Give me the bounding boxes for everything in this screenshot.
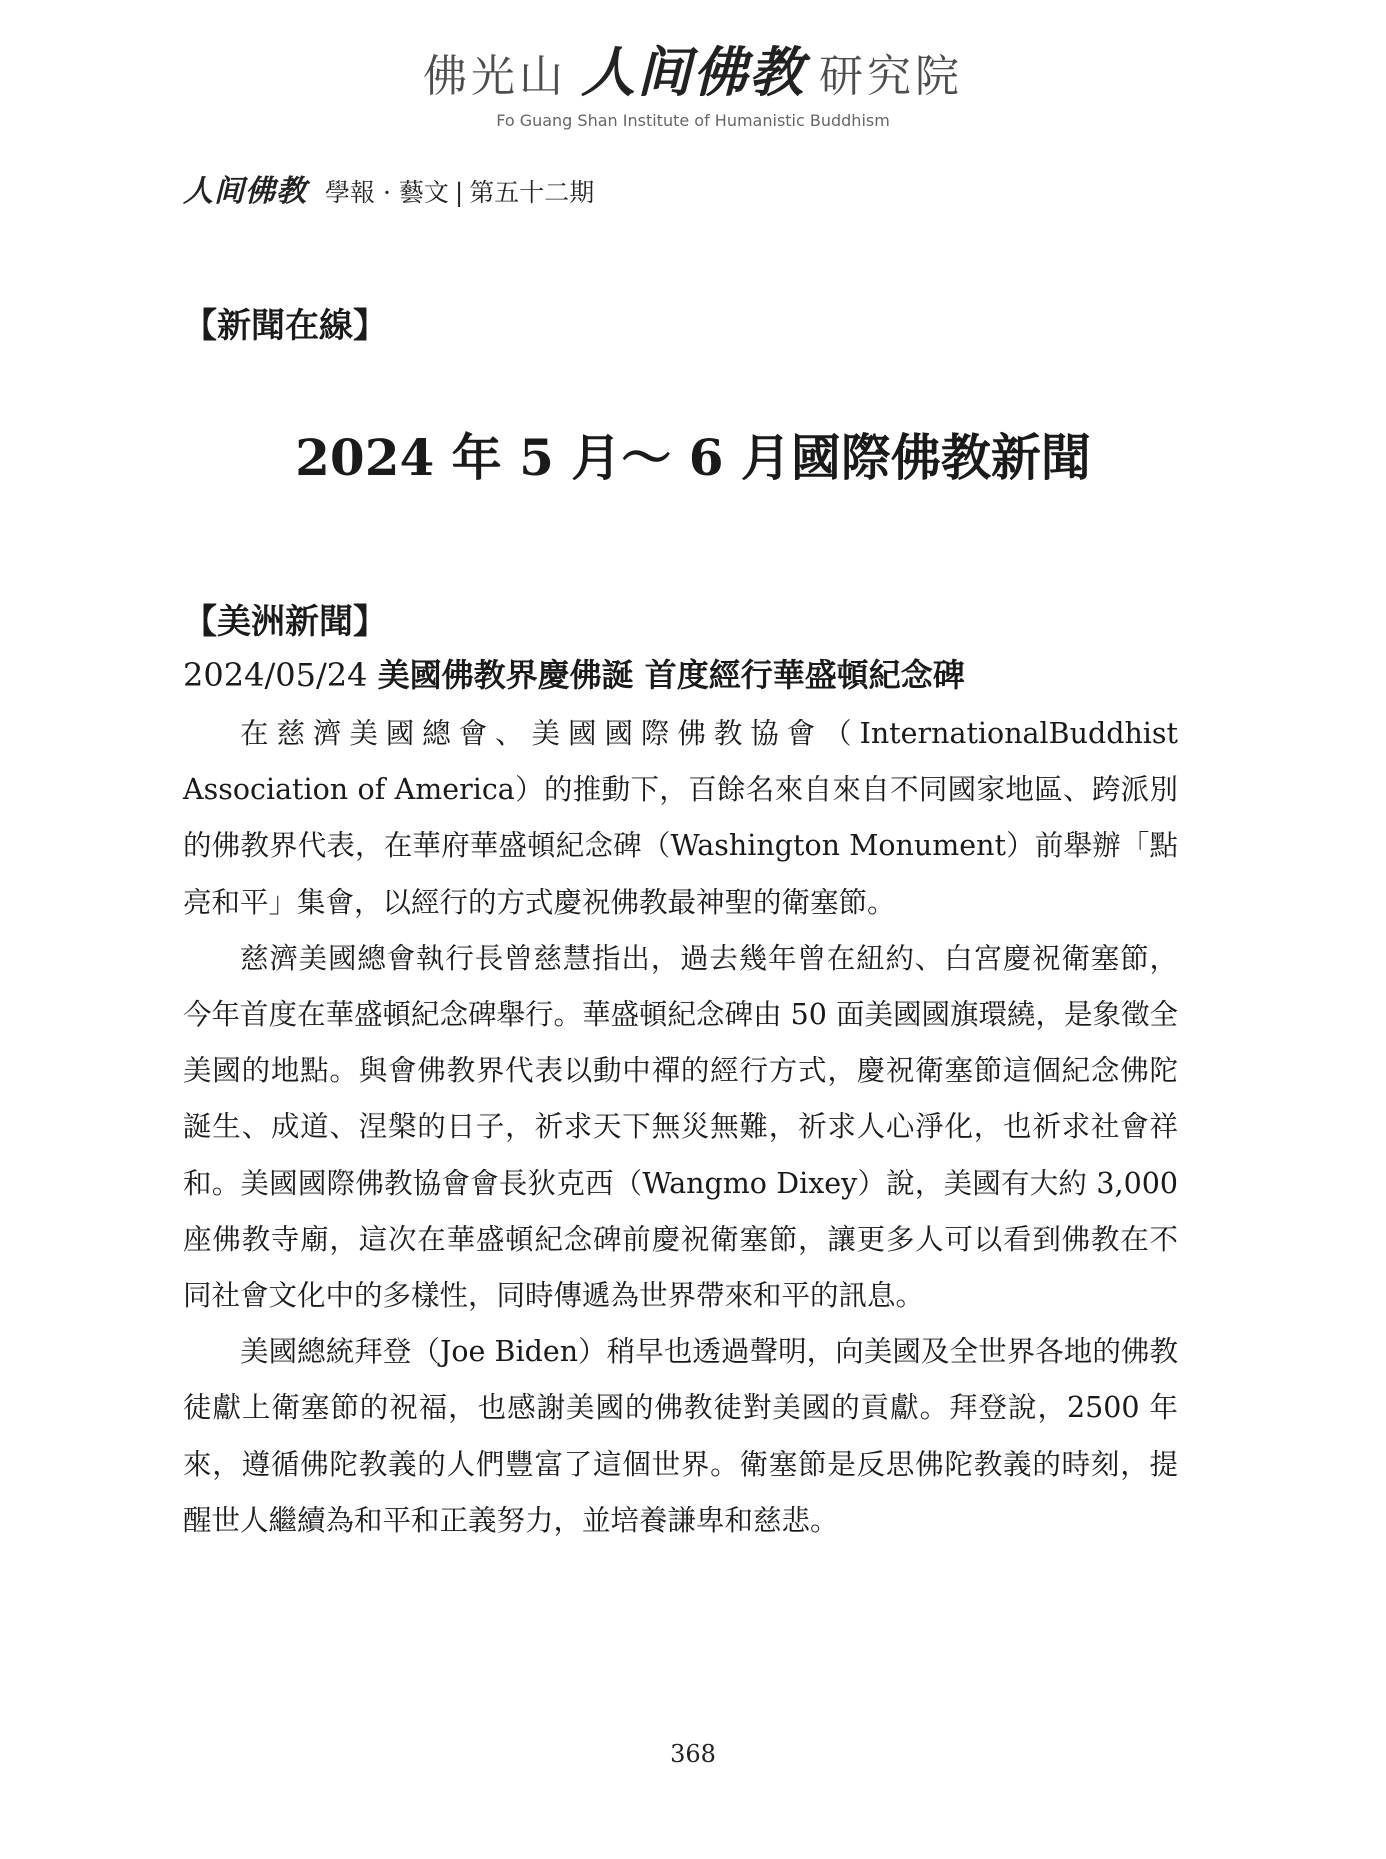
institute-name-left: 佛光山	[423, 51, 567, 102]
article-headline-text: 美國佛教界慶佛誕 首度經行華盛頓紀念碑	[377, 656, 965, 694]
section-label-americas-news: 【美洲新聞】	[183, 602, 387, 642]
institute-english-name: Fo Guang Shan Institute of Humanistic Buddhism	[496, 111, 890, 130]
article-body	[183, 706, 1178, 1549]
letterhead	[0, 40, 1386, 130]
institute-brand-calligraphy: 人间佛教	[581, 40, 805, 104]
institute-logo	[0, 40, 1386, 105]
journal-issue: 第五十二期	[469, 178, 595, 207]
journal-divider: |	[454, 178, 464, 207]
journal-brand-logo: 人间佛教	[183, 174, 307, 209]
institute-name-right: 研究院	[819, 51, 963, 102]
journal-header	[183, 166, 594, 210]
article-paragraph: 美國總統拜登（Joe Biden）稍早也透過聲明，向美國及全世界各地的佛教徒獻上衛塞節的祝福，也感謝美國的佛教徒對美國的貢獻。拜登說，2500 年來，遵循佛陀教義的人們豐富了這個世界。衛塞節是反思佛陀教義的時刻，提醒世人繼續為和平和正義努力，並培養謙卑和慈悲。	[183, 1335, 1178, 1537]
section-label-news-online: 【新聞在線】	[183, 306, 387, 346]
article-date: 2024/05/24	[183, 656, 368, 694]
article-headline	[183, 650, 965, 696]
article-paragraph: 在慈濟美國總會、美國國際佛教協會（InternationalBuddhist Association of America）的推動下，百餘名來自來自不同國家地區、跨派別的佛教界代表，在華府華盛頓紀念碑（Washington Monument）前舉辦「點亮和平」集會，以經行的方式慶祝佛教最神聖的衛塞節。	[183, 717, 1178, 919]
page-number: 368	[670, 1740, 716, 1768]
page-title: 2024 年 5 月～ 6 月國際佛教新聞	[295, 428, 1091, 487]
journal-name: 學報 · 藝文	[325, 178, 449, 207]
article-paragraph: 慈濟美國總會執行長曾慈慧指出，過去幾年曾在紐約、白宮慶祝衛塞節，今年首度在華盛頓紀念碑舉行。華盛頓紀念碑由 50 面美國國旗環繞，是象徵全美國的地點。與會佛教界代表以動中禪的經行方式，慶祝衛塞節這個紀念佛陀誕生、成道、涅槃的日子，祈求天下無災無難，祈求人心淨化，也祈求社會祥和。美國國際佛教協會會長狄克西（Wangmo Dixey）說，美國有大約 3,000 座佛教寺廟，這次在華盛頓紀念碑前慶祝衛塞節，讓更多人可以看到佛教在不同社會文化中的多樣性，同時傳遞為世界帶來和平的訊息。	[183, 941, 1178, 1313]
